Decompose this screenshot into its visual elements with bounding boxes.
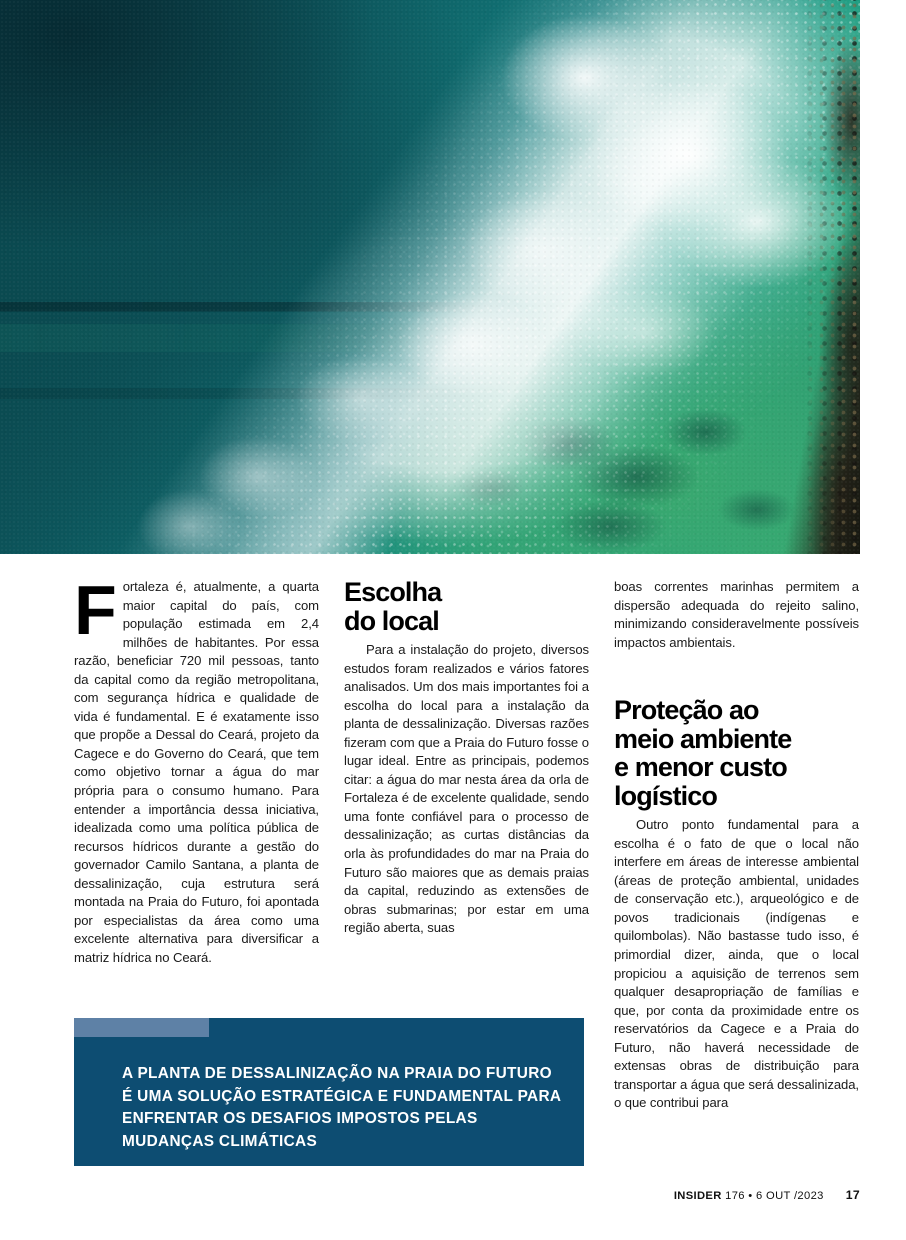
footer-issue: 176 • 6 OUT /2023 — [725, 1190, 824, 1202]
column-3-continuation-paragraph: boas correntes marinhas permitem a dispersão adequada do rejeito salino, minimizando consideravelmente possíveis impactos ambientais. — [614, 579, 859, 650]
hero-photo — [0, 0, 860, 554]
column-1-paragraph-1: Fortaleza é, atualmente, a quarta maior capital do país, com população estimada em 2,4 milhões de habitantes. Por essa razão, beneficiar 720 mil pessoas, tanto da capital como da região metropolitana, com segurança hídrica e qualidade de vida é fundamental. E é exatamente isso que propõe a Dessal do Ceará, projeto da Cagece e do Governo do Ceará, que tem como objetivo tornar a água do mar própria para o consumo humano. Para entender a importância dessa iniciativa, idealizada como uma política pública de recursos hídricos durante a gestão do governador Camilo Santana, a planta de dessalinização, cuja estrutura será montada na Praia do Futuro, foi apontada por especialistas da área como uma excelente alternativa para diversificar a matriz hídrica no Ceará. — [74, 571, 319, 965]
column-3-paragraph-1: Outro ponto fundamental para a escolha é o fato de que o local não interfere em áreas de interesse ambiental (áreas de proteção ambiental, unidades de conservação etc.), arqueológico e de povos tradicionais (indígenas e quilombolas). Não bastasse tudo isso, é primordial dizer, ainda, que o local propiciou a aquisição de terrenos sem qualquer desapropriação de famílias e que, por conta da proximidade entre os reservatórios da Cagece e a Praia do Futuro, não haverá necessidade de extensas obras de distribuição para transportar a água que será dessalinizada, o que contribui para — [614, 817, 859, 1111]
heading-line: Escolha — [344, 577, 442, 607]
heading-line: logístico — [614, 780, 717, 811]
page-footer — [674, 1188, 860, 1202]
footer-brand: INSIDER — [673, 1190, 722, 1202]
heading-line: do local — [344, 605, 439, 636]
article-body — [0, 554, 906, 1240]
heading-line: meio ambiente — [614, 723, 792, 754]
footer-page-number: 17 — [845, 1188, 860, 1202]
heading-line: e menor custo — [614, 752, 787, 783]
pull-quote-accent-bar — [74, 1018, 209, 1037]
pull-quote-box — [74, 1018, 584, 1166]
section-heading-protecao-ao-meio-ambiente — [614, 696, 859, 810]
section-heading-escolha-do-local — [344, 578, 589, 635]
heading-line: Proteção ao — [614, 695, 759, 726]
column-2-paragraph-1: Para a instalação do projeto, diversos estudos foram realizados e vários fatores analisados. Um dos mais importantes foi a escolha do local para a instalação da planta de dessalinização. Diversas razões fizeram com que a Praia do Futuro fosse o lugar ideal. Entre as principais, podemos citar: a água do mar nesta área da orla de Fortaleza é de excelente qualidade, sendo uma fonte confiável para o processo de dessalinização; as curtas distâncias da orla às profundidades do mar na Praia do Futuro são maiores que as demais praias da capital, reduzindo as extensões de obras submarinas; por estar em uma região aberta, suas — [344, 642, 589, 936]
footer-citation — [674, 1190, 824, 1202]
pull-quote-text: A PLANTA DE DESSALINIZAÇÃO NA PRAIA DO FUTURO É UMA SOLUÇÃO ESTRATÉGICA E FUNDAMENTAL PARA ENFRENTAR OS DESAFIOS IMPOSTOS PELAS MUDANÇAS CLIMÁTICAS — [122, 1065, 561, 1150]
column-3 — [614, 578, 859, 1113]
photo-grain-layer — [0, 0, 860, 554]
